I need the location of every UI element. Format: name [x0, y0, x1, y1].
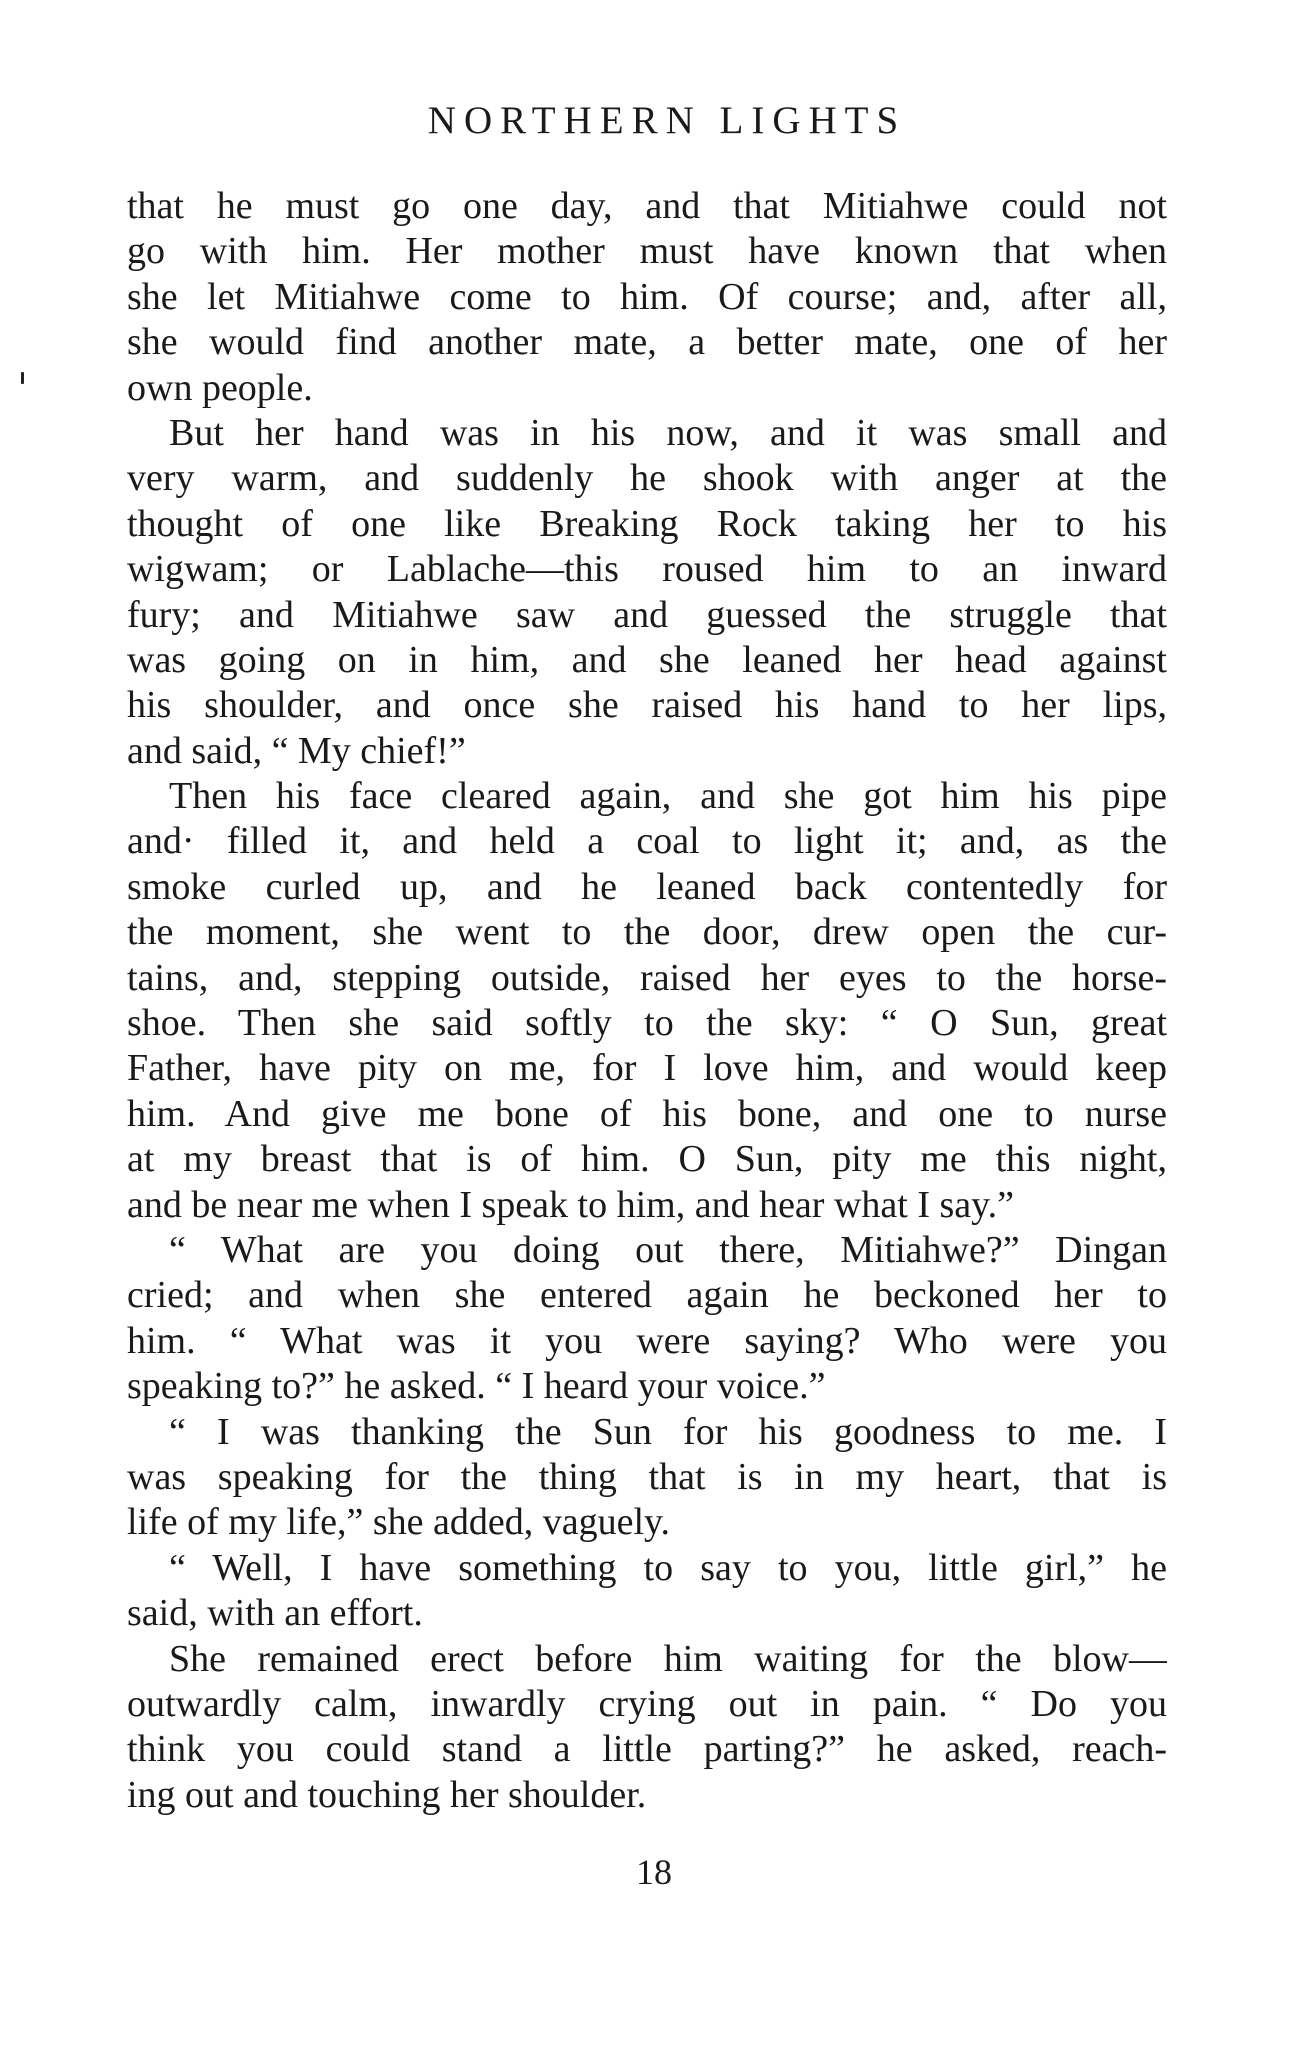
- text-line: she would find another mate, a better mate, one of her: [127, 321, 1167, 364]
- text-line: thought of one like Breaking Rock taking her to his: [127, 502, 1167, 545]
- text-line: she let Mitiahwe come to him. Of course; and, after all,: [127, 275, 1167, 318]
- text-line: cried; and when she entered again he beckoned her to: [127, 1274, 1167, 1317]
- text-line: and said, “ My chief!”: [127, 729, 466, 772]
- text-line: tains, and, stepping outside, raised her eyes to the horse-: [127, 956, 1167, 999]
- text-line: shoe. Then she said softly to the sky: “ O Sun, great: [127, 1002, 1167, 1045]
- text-line: his shoulder, and once she raised his hand to her lips,: [127, 684, 1167, 727]
- text-line: wigwam; or Lablache—this roused him to an inward: [127, 548, 1167, 591]
- text-line: that he must go one day, and that Mitiahwe could not: [127, 185, 1167, 227]
- running-title: NORTHERN LIGHTS: [427, 99, 907, 142]
- text-line: She remained erect before him waiting for the blow—: [169, 1637, 1167, 1680]
- text-line: was going on in him, and she leaned her head against: [127, 638, 1167, 681]
- text-line: very warm, and suddenly he shook with anger at the: [127, 457, 1167, 500]
- text-line: him. “ What was it you were saying? Who were you: [127, 1319, 1167, 1362]
- margin-speck: [21, 372, 24, 384]
- text-line: ing out and touching her shoulder.: [127, 1773, 647, 1816]
- text-line: “ What are you doing out there, Mitiahwe?” Dingan: [169, 1228, 1167, 1271]
- text-line: at my breast that is of him. O Sun, pity me this night,: [127, 1138, 1167, 1181]
- text-line: “ Well, I have something to say to you, little girl,” he: [169, 1546, 1167, 1589]
- text-line: the moment, she went to the door, drew open the cur-: [127, 911, 1167, 954]
- text-line: and be near me when I speak to him, and hear what I say.”: [127, 1183, 1015, 1226]
- text-line: speaking to?” he asked. “ I heard your voice.”: [127, 1365, 826, 1408]
- text-line: own people.: [127, 366, 313, 409]
- text-line: life of my life,” she added, vaguely.: [127, 1501, 671, 1544]
- text-line: was speaking for the thing that is in my heart, that is: [127, 1455, 1167, 1498]
- text-line: smoke curled up, and he leaned back contentedly for: [127, 865, 1167, 908]
- text-line: said, with an effort.: [127, 1592, 423, 1635]
- text-line: fury; and Mitiahwe saw and guessed the struggle that: [127, 593, 1167, 636]
- text-line: think you could stand a little parting?” he asked, reach-: [127, 1728, 1167, 1771]
- text-line: Father, have pity on me, for I love him, and would keep: [127, 1047, 1167, 1090]
- text-line: go with him. Her mother must have known that when: [127, 230, 1167, 273]
- text-line: him. And give me bone of his bone, and one to nurse: [127, 1092, 1167, 1135]
- text-line: and· filled it, and held a coal to light it; and, as the: [127, 820, 1167, 863]
- text-line: outwardly calm, inwardly crying out in pain. “ Do you: [127, 1682, 1167, 1725]
- page-number: 18: [636, 1852, 672, 1892]
- text-line: “ I was thanking the Sun for his goodness to me. I: [169, 1410, 1167, 1453]
- body-text: [127, 184, 1167, 1818]
- text-line: But her hand was in his now, and it was small and: [169, 411, 1167, 454]
- text-line: Then his face cleared again, and she got him his pipe: [169, 775, 1167, 818]
